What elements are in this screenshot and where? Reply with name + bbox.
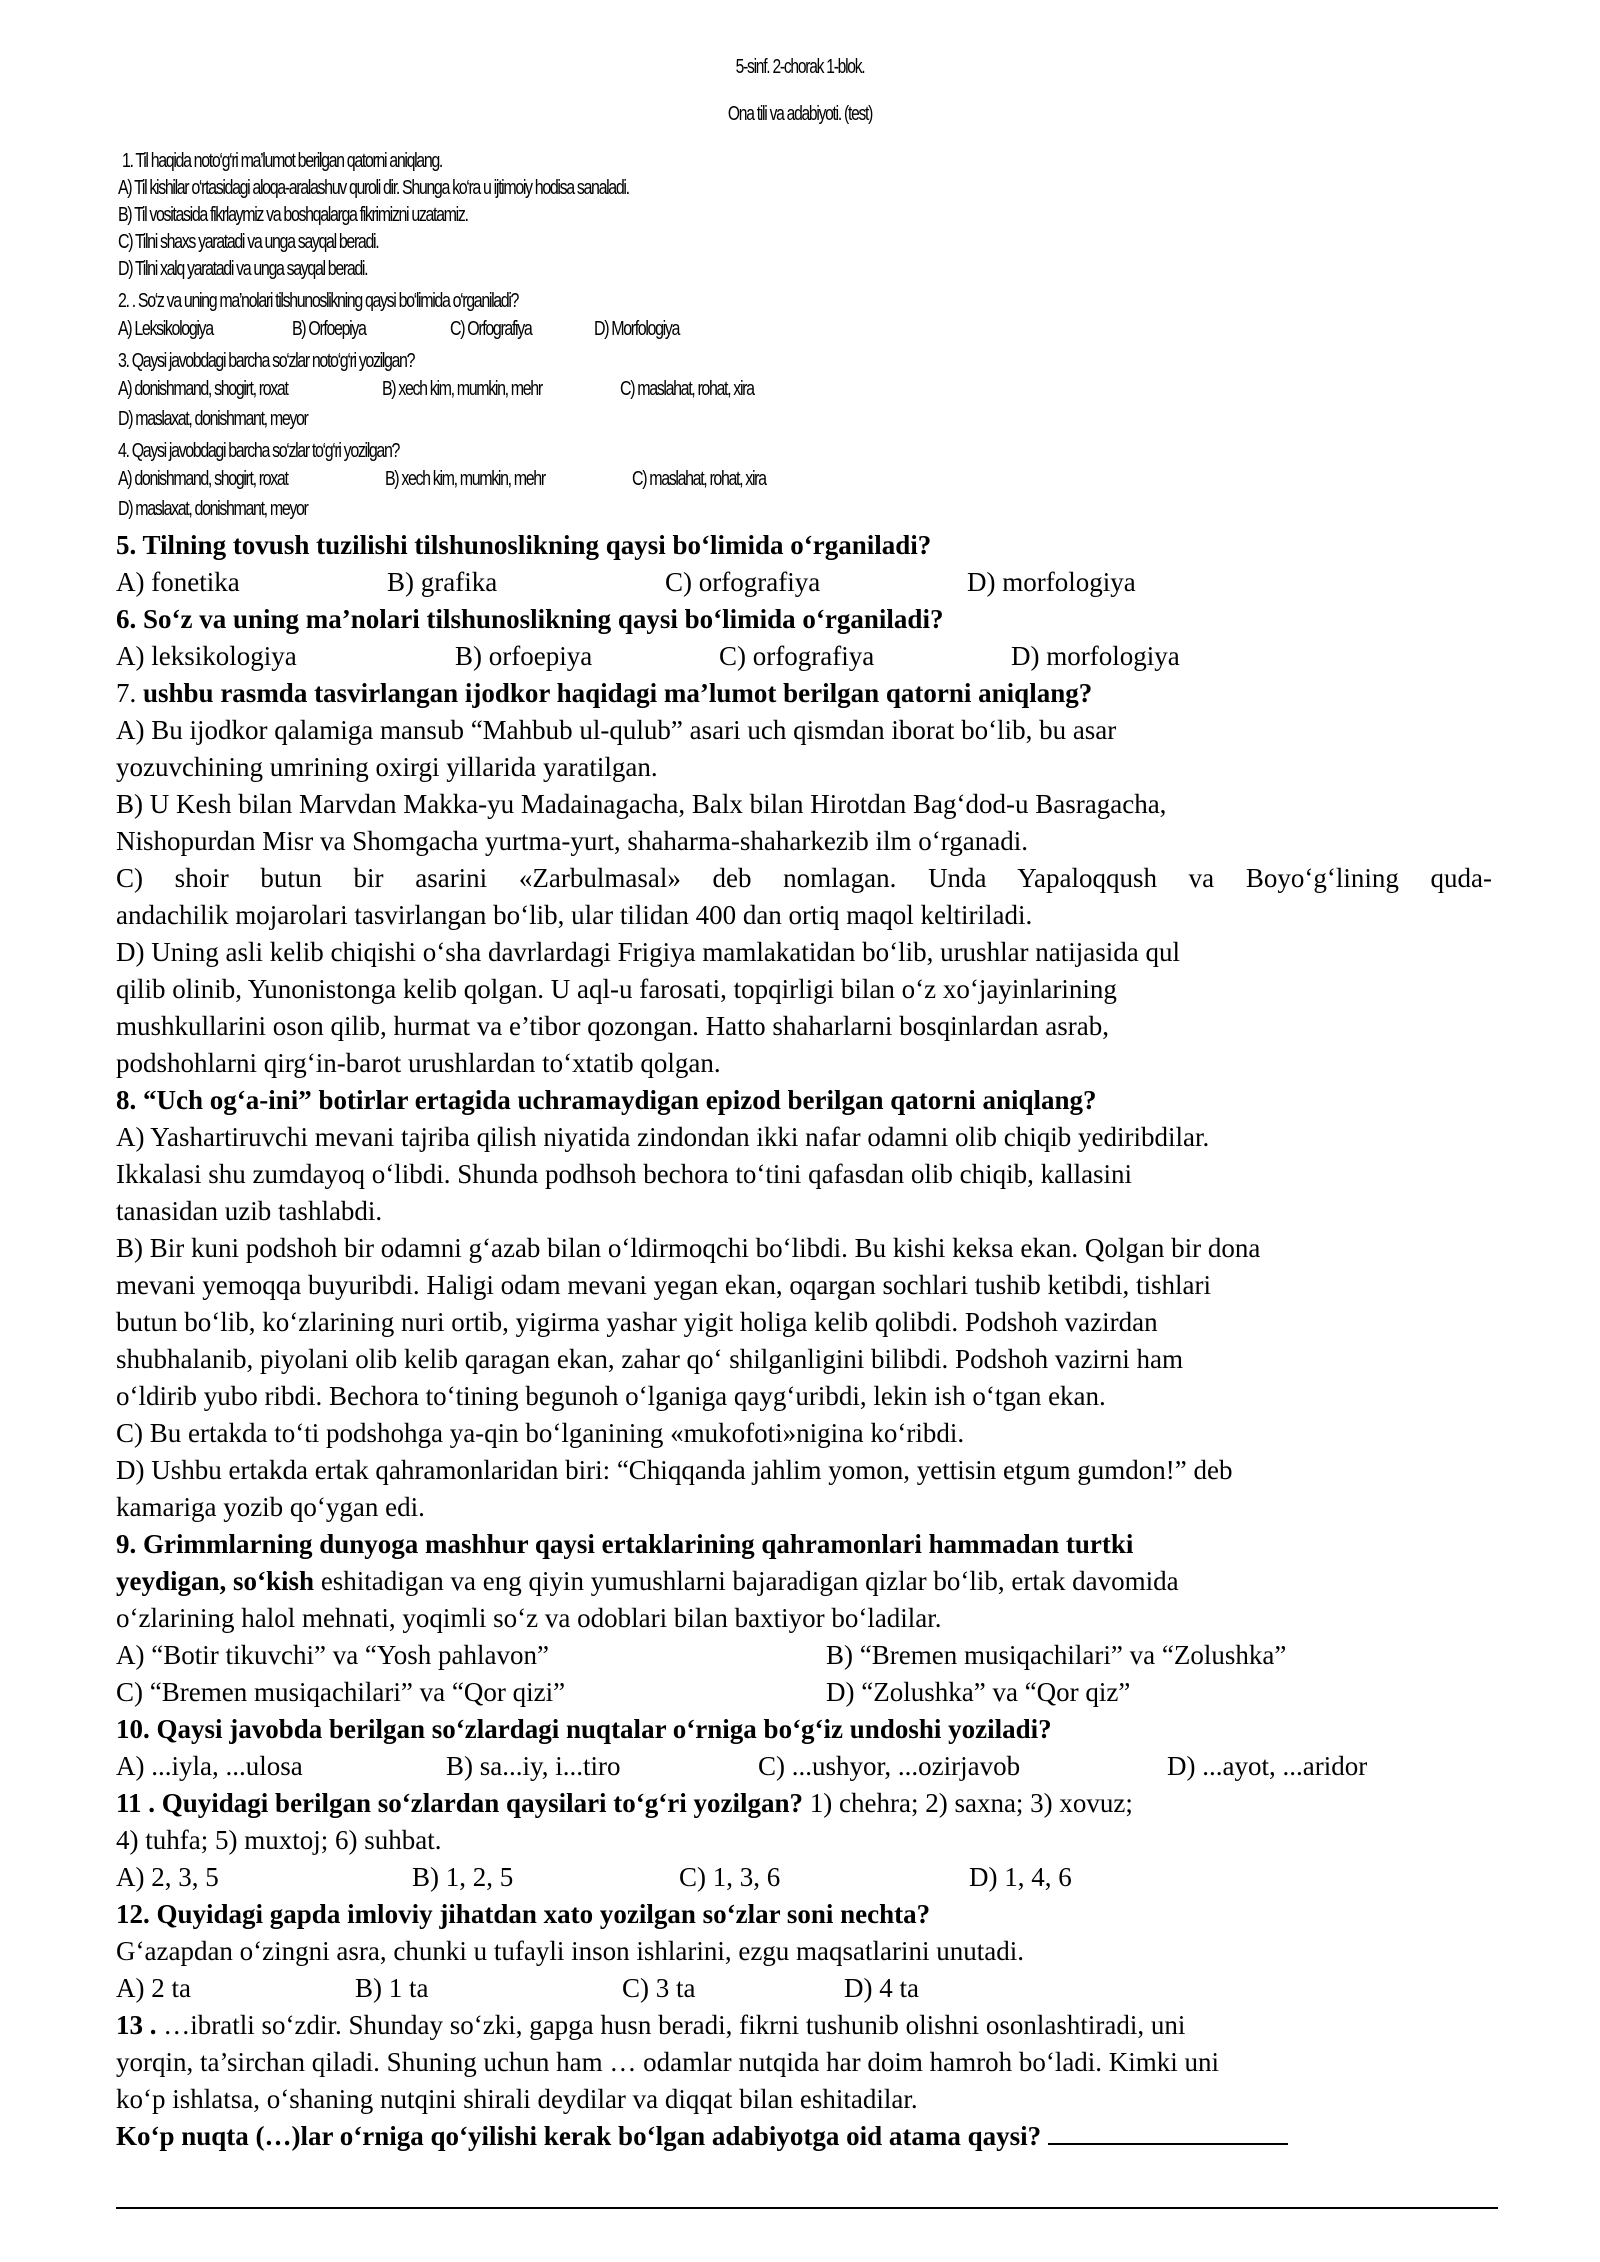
q1-option-c: C) Tilni shaxs yaratadi va unga sayqal beradi. xyxy=(118,231,379,253)
q1-question: 1. Til haqida noto‘g‘ri ma’lumot berilgan qatorni aniqlang. xyxy=(122,150,443,172)
q7-option-a-line2: yozuvchining umrining oxirgi yillarida yaratilgan. xyxy=(116,752,658,782)
q13-text-line3: ko‘p ishlatsa, o‘shaning nutqini shirali deydilar va diqqat bilan eshitadilar. xyxy=(116,2084,918,2114)
bottom-answer-line[interactable] xyxy=(116,2207,1498,2209)
q9-question-line1 xyxy=(116,1526,1492,1563)
q5-option-d: D) morfologiya xyxy=(967,567,1136,597)
q8-option-b-line3: butun bo‘lib, ko‘zlarining nuri ortib, yigirma yashar yigit holiga kelib qolibdi. Podshoh vazirdan xyxy=(116,1307,1158,1337)
q13-question xyxy=(116,2118,1492,2155)
q11-option-a: A) 2, 3, 5 xyxy=(116,1862,219,1892)
q2-option-b: B) Orfoepiya xyxy=(292,318,366,340)
q6-option-c: C) orfografiya xyxy=(719,641,875,671)
q9-options-row2 xyxy=(116,1674,1492,1711)
q7-option-c-line1: C) shoir butun bir asarini «Zarbulmasal» deb nomlagan. Unda Yapaloqqush va Boyo‘g‘lining quda- xyxy=(116,863,1492,893)
q12-option-b: B) 1 ta xyxy=(355,1973,429,2003)
q6-question: 6. So‘z va uning ma’nolari tilshunoslikning qaysi bo‘limida o‘rganiladi? xyxy=(116,604,944,634)
q4-option-c: C) maslahat, rohat, xira xyxy=(632,468,766,490)
q2-option-d: D) Morfologiya xyxy=(594,318,679,340)
q13-text-line2: yorqin, ta’sirchan qiladi. Shuning uchun ham … odamlar nutqida har doim hamroh bo‘ladi. Kimki uni xyxy=(116,2047,1220,2077)
q9-question-line2 xyxy=(116,1563,1492,1600)
q8-option-b-line4: shubhalanib, piyolani olib kelib qaragan ekan, zahar qo‘ shilganligini bilibdi. Podshoh vazirni ham xyxy=(116,1344,1184,1374)
q9-option-c: C) “Bremen musiqachilari” va “Qor qizi” xyxy=(116,1677,566,1707)
q12-options xyxy=(116,1970,1492,2007)
q11-items2: 4) tuhfa; 5) muxtoj; 6) suhbat. xyxy=(116,1825,442,1855)
q13-answer-blank[interactable] xyxy=(1048,2119,1288,2145)
q10-option-d: D) ...ayot, ...aridor xyxy=(1167,1751,1368,1781)
q6-option-a: A) leksikologiya xyxy=(116,641,297,671)
q11-question-text: 11 . Quyidagi berilgan so‘zlardan qaysilari to‘g‘ri yozilgan? xyxy=(116,1788,804,1818)
q8-option-b-line2: mevani yemoqqa buyuribdi. Haligi odam mevani yegan ekan, oqargan sochlari tushib ketibdi, tishlari xyxy=(116,1270,1211,1300)
q8-option-b-line5: o‘ldirib yubo ribdi. Bechora to‘tining begunoh o‘lganiga qayg‘uribdi, lekin ish o‘tgan ekan. xyxy=(116,1381,1106,1411)
q11-items1: 1) chehra; 2) saxna; 3) xovuz; xyxy=(803,1788,1133,1818)
q8-question: 8. “Uch og‘a-ini” botirlar ertagida uchramaydigan epizod berilgan qatorni aniqlang? xyxy=(116,1085,1097,1115)
q3-option-a: A) donishmand, shogirt, roxat xyxy=(118,378,288,400)
q3-option-d: D) maslaxat, donishmant, meyor xyxy=(118,408,308,430)
q9-option-a: A) “Botir tikuvchi” va “Yosh pahlavon” xyxy=(116,1640,549,1670)
q10-question: 10. Qaysi javobda berilgan so‘zlardagi nuqtalar o‘rniga bo‘g‘iz undoshi yoziladi? xyxy=(116,1714,1052,1744)
q11-option-d: D) 1, 4, 6 xyxy=(969,1862,1072,1892)
q6-options xyxy=(116,638,1492,675)
q12-option-a: A) 2 ta xyxy=(116,1973,191,2003)
q4-option-b: B) xech kim, mumkin, mehr xyxy=(385,468,545,490)
q8-option-b-line1: B) Bir kuni podshoh bir odamni g‘azab bilan o‘ldirmoqchi bo‘libdi. Bu kishi keksa ekan. Qolgan bir dona xyxy=(116,1233,1261,1263)
q4-option-a: A) donishmand, shogirt, roxat xyxy=(118,468,288,490)
q1-option-b: B) Til vositasida fikrlaymiz va boshqalarga fikrimizni uzatamiz. xyxy=(118,204,468,226)
q7-question xyxy=(116,675,1492,712)
q13-text1: …ibratli so‘zdir. Shunday so‘zki, gapga husn beradi, fikrni tushunib olishni osonlashtiradi, uni xyxy=(156,2010,1186,2040)
q7-number: 7. xyxy=(116,678,143,708)
q8-option-d-line2: kamariga yozib qo‘ygan edi. xyxy=(116,1492,425,1522)
q13-text-line1 xyxy=(116,2007,1492,2044)
q5-option-a: A) fonetika xyxy=(116,567,240,597)
q10-option-b: B) sa...iy, i...tiro xyxy=(446,1751,621,1781)
q7-question-text: ushbu rasmda tasvirlangan ijodkor haqidagi ma’lumot berilgan qatorni aniqlang? xyxy=(143,678,1093,708)
q2-option-c: C) Orfografiya xyxy=(450,318,532,340)
q6-option-b: B) orfoepiya xyxy=(455,641,593,671)
q12-sentence: G‘azapdan o‘zingni asra, chunki u tufayli inson ishlarini, ezgu maqsatlarini unutadi. xyxy=(116,1936,1024,1966)
q9-question-text2: eshitadigan va eng qiyin yumushlarni bajaradigan qizlar bo‘lib, ertak davomida xyxy=(314,1566,1179,1596)
q7-option-d-line2: qilib olinib, Yunonistonga kelib qolgan. U aql-u farosati, topqirligi bilan o‘z xo‘jayinlarining xyxy=(116,974,1117,1004)
q11-option-c: C) 1, 3, 6 xyxy=(679,1862,781,1892)
q2-option-a: A) Leksikologiya xyxy=(118,318,213,340)
q6-option-d: D) morfologiya xyxy=(1011,641,1180,671)
q5-option-b: B) grafika xyxy=(387,567,498,597)
q2-question: 2. . So‘z va uning ma’nolari tilshunoslikning qaysi bo‘limida o‘rganiladi? xyxy=(118,290,519,312)
q10-options xyxy=(116,1748,1492,1785)
q9-question-text1: . Grimmlarning dunyoga mashhur qaysi ertaklarining qahramonlari hammadan turtki xyxy=(129,1529,1134,1559)
q11-options xyxy=(116,1859,1492,1896)
q1-option-d: D) Tilni xalq yaratadi va unga sayqal beradi. xyxy=(118,258,368,280)
q12-option-c: C) 3 ta xyxy=(622,1973,696,2003)
q12-option-d: D) 4 ta xyxy=(844,1973,919,2003)
header-subject-line: Ona tili va adabiyoti. (test) xyxy=(727,103,873,125)
q7-option-d-line1: D) Uning asli kelib chiqishi o‘sha davrlardagi Frigiya mamlakatidan bo‘lib, urushlar natijasida qul xyxy=(116,937,1181,967)
q7-option-d-line3: mushkullarini oson qilib, hurmat va e’tibor qozongan. Hatto shaharlarni bosqinlardan asrab, xyxy=(116,1011,1110,1041)
q4-question: 4. Qaysi javobdagi barcha so‘zlar to‘g‘ri yozilgan? xyxy=(118,440,400,462)
q4-option-d: D) maslaxat, donishmant, meyor xyxy=(118,498,308,520)
q13-question-text: Ko‘p nuqta (…)lar o‘rniga qo‘yilishi kerak bo‘lgan adabiyotga oid atama qaysi? xyxy=(116,2121,1048,2151)
q10-option-a: A) ...iyla, ...ulosa xyxy=(116,1751,303,1781)
main-questions xyxy=(116,527,1492,2155)
q9-option-b: B) “Bremen musiqachilari” va “Zolushka” xyxy=(826,1640,1287,1670)
q3-option-b: B) xech kim, mumkin, mehr xyxy=(382,378,542,400)
q5-options xyxy=(116,564,1492,601)
q9-number: 9 xyxy=(116,1529,130,1559)
q8-option-a-line3: tanasidan uzib tashlabdi. xyxy=(116,1196,383,1226)
q13-number: 13 . xyxy=(116,2010,157,2040)
q5-question: 5. Tilning tovush tuzilishi tilshunoslikning qaysi bo‘limida o‘rganiladi? xyxy=(116,530,932,560)
q11-question-line1 xyxy=(116,1785,1492,1822)
q8-option-c-line1: C) Bu ertakda to‘ti podshohga ya-qin bo‘lganining «mukofoti»nigina ko‘ribdi. xyxy=(116,1418,965,1448)
q9-question-bold: yeydigan, so‘kish xyxy=(116,1566,315,1596)
q8-option-a-line1: A) Yashartiruvchi mevani tajriba qilish niyatida zindondan ikki nafar odamni olib chiqib yediribdilar. xyxy=(116,1122,1210,1152)
q1-option-a: A) Til kishilar o‘rtasidagi aloqa-aralashuv quroli dir. Shunga ko‘ra u ijtimoiy hodisa sanaladi. xyxy=(118,177,629,199)
q9-options-row1 xyxy=(116,1637,1492,1674)
q7-option-a-line1: A) Bu ijodkor qalamiga mansub “Mahbub ul-qulub” asari uch qismdan iborat bo‘lib, bu asar xyxy=(116,715,1117,745)
q8-option-d-line1: D) Ushbu ertakda ertak qahramonlaridan biri: “Chiqqanda jahlim yomon, yettisin etgum gumdon!” deb xyxy=(116,1455,1233,1485)
q7-option-d-line4: podshohlarni qirg‘in-barot urushlardan to‘xtatib qolgan. xyxy=(116,1048,721,1078)
q9-question-line3: o‘zlarining halol mehnati, yoqimli so‘z va odoblari bilan baxtiyor bo‘ladilar. xyxy=(116,1603,942,1633)
q3-option-c: C) maslahat, rohat, xira xyxy=(620,378,754,400)
q7-option-b-line2: Nishopurdan Misr va Shomgacha yurtma-yurt, shaharma-shaharkezib ilm o‘rganadi. xyxy=(116,826,1029,856)
q12-question: 12. Quyidagi gapda imloviy jihatdan xato yozilgan so‘zlar soni nechta? xyxy=(116,1899,931,1929)
q9-option-d: D) “Zolushka” va “Qor qiz” xyxy=(826,1677,1131,1707)
q5-option-c: C) orfografiya xyxy=(665,567,821,597)
q7-option-b-line1: B) U Kesh bilan Marvdan Makka-yu Madainagacha, Balx bilan Hirotdan Bag‘dod-u Basragacha, xyxy=(116,789,1167,819)
q8-option-a-line2: Ikkalasi shu zumdayoq o‘libdi. Shunda podhsoh bechora to‘tini qafasdan olib chiqib, kallasini xyxy=(116,1159,1133,1189)
q3-question: 3. Qaysi javobdagi barcha so‘zlar noto‘g‘ri yozilgan? xyxy=(118,350,415,372)
q10-option-c: C) ...ushyor, ...ozirjavob xyxy=(758,1751,1021,1781)
q7-option-c-line2: andachilik mojarolari tasvirlangan bo‘lib, ular tilidan 400 dan ortiq maqol keltiriladi. xyxy=(116,900,1033,930)
header-class-line: 5-sinf. 2-chorak 1-blok. xyxy=(735,56,865,78)
q11-option-b: B) 1, 2, 5 xyxy=(412,1862,514,1892)
